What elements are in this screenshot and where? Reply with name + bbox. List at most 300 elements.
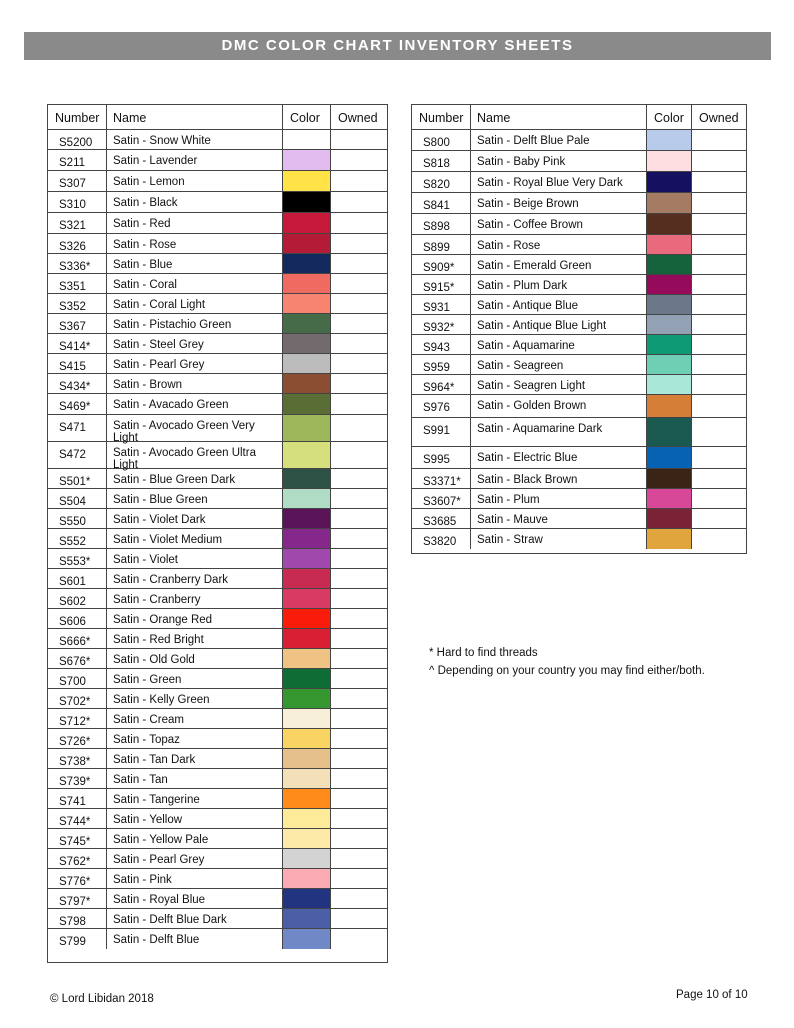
table-row [48,789,387,809]
color-swatch [282,274,330,293]
table-row [412,172,746,193]
owned-checkbox[interactable] [691,172,746,192]
header-color: Color [290,111,320,125]
thread-number: S5200 [59,137,93,149]
thread-name: Satin - Violet [106,549,282,568]
thread-name: Satin - Yellow [106,809,282,828]
table-row [48,829,387,849]
table-row [48,629,387,649]
color-swatch [282,669,330,688]
thread-number: S712* [59,716,91,728]
thread-number: S959 [423,362,450,374]
table-row [48,929,387,949]
footer-page-number: Page 10 of 10 [676,989,748,1001]
owned-checkbox[interactable] [330,354,387,373]
color-swatch [646,529,691,549]
table-row [412,418,746,447]
thread-number: S964* [423,382,455,394]
color-swatch [282,469,330,488]
thread-name: Satin - Blue Green Dark [106,469,282,488]
thread-name: Satin - Orange Red [106,609,282,628]
owned-checkbox[interactable] [330,689,387,708]
color-swatch [282,294,330,313]
table-row [48,415,387,442]
thread-number: S434* [59,381,91,393]
table-row [48,909,387,929]
color-swatch [646,447,691,468]
color-swatch [646,509,691,528]
owned-checkbox[interactable] [330,171,387,191]
color-swatch [282,929,330,949]
thread-name: Satin - Delft Blue Dark [106,909,282,928]
owned-checkbox[interactable] [330,609,387,628]
table-row [48,294,387,314]
color-swatch [646,151,691,171]
owned-checkbox[interactable] [330,294,387,313]
table-row [48,709,387,729]
header-number: Number [55,111,100,125]
owned-checkbox[interactable] [691,315,746,334]
footer-copyright: © Lord Libidan 2018 [50,993,154,1005]
thread-number: S211 [59,157,86,169]
page-title: DMC COLOR CHART INVENTORY SHEETS [24,32,771,60]
color-swatch [646,355,691,374]
thread-name: Satin - Tan [106,769,282,788]
thread-name: Satin - Green [106,669,282,688]
thread-number: S915* [423,282,455,294]
owned-checkbox[interactable] [330,394,387,414]
thread-name: Satin - Red Bright [106,629,282,648]
thread-number: S367 [59,321,86,333]
owned-checkbox[interactable] [330,729,387,748]
color-swatch [282,829,330,848]
table-row [48,549,387,569]
color-swatch [282,314,330,333]
owned-checkbox[interactable] [330,314,387,333]
thread-number: S321 [59,220,86,232]
note-country: ^ Depending on your country you may find either/both. [429,665,705,677]
notes [429,644,705,680]
color-swatch [646,193,691,213]
owned-checkbox[interactable] [330,334,387,353]
owned-checkbox[interactable] [691,235,746,254]
thread-name: Satin - Aquamarine Dark [470,418,646,446]
color-swatch [282,334,330,353]
color-swatch [646,214,691,234]
thread-name: Satin - Plum Dark [470,275,646,294]
color-swatch [282,234,330,253]
table-row [412,395,746,418]
color-swatch [282,769,330,788]
thread-number: S762* [59,856,91,868]
thread-number: S841 [423,200,450,212]
owned-checkbox[interactable] [691,255,746,274]
thread-number: S932* [423,322,455,334]
thread-number: S931 [423,302,450,314]
color-swatch [282,569,330,588]
color-swatch [282,589,330,608]
thread-number: S818 [423,158,450,170]
owned-checkbox[interactable] [330,234,387,253]
table-row [412,214,746,235]
thread-number: S776* [59,876,91,888]
table-row [48,314,387,334]
owned-checkbox[interactable] [330,909,387,928]
owned-checkbox[interactable] [330,254,387,273]
owned-checkbox[interactable] [330,150,387,170]
owned-checkbox[interactable] [691,214,746,234]
owned-checkbox[interactable] [691,375,746,394]
thread-number: S504 [59,496,86,508]
thread-name: Satin - Brown [106,374,282,393]
color-swatch [282,789,330,808]
thread-name: Satin - Old Gold [106,649,282,668]
color-swatch [282,729,330,748]
thread-name: Satin - Blue [106,254,282,273]
owned-checkbox[interactable] [330,509,387,528]
thread-name: Satin - Snow White [106,130,282,149]
thread-number: S3685 [423,516,457,528]
owned-checkbox[interactable] [330,130,387,149]
thread-name: Satin - Golden Brown [470,395,646,417]
header-divider [330,105,331,129]
thread-number: S326 [59,241,86,253]
thread-name: Satin - Baby Pink [470,151,646,171]
thread-name: Satin - Pearl Grey [106,849,282,868]
color-swatch [282,709,330,728]
thread-number: S414* [59,341,91,353]
table-row [48,849,387,869]
owned-checkbox[interactable] [330,789,387,808]
table-row [48,150,387,171]
thread-name: Satin - Red [106,213,282,233]
thread-name: Satin - Coral Light [106,294,282,313]
thread-name: Satin - Topaz [106,729,282,748]
owned-checkbox[interactable] [691,335,746,354]
color-swatch [282,192,330,212]
thread-name: Satin - Lavender [106,150,282,170]
owned-checkbox[interactable] [330,442,387,468]
color-swatch [282,150,330,170]
thread-name: Satin - Cranberry Dark [106,569,282,588]
table-row [48,609,387,629]
thread-number: S899 [423,242,450,254]
owned-checkbox[interactable] [691,489,746,508]
thread-number: S943 [423,342,450,354]
table-row [48,489,387,509]
thread-name: Satin - Cranberry [106,589,282,608]
table-row [48,529,387,549]
table-row [412,447,746,469]
color-swatch [646,235,691,254]
thread-number: S552 [59,536,86,548]
owned-checkbox[interactable] [330,549,387,568]
thread-name: Satin - Pearl Grey [106,354,282,373]
table-row [412,130,746,151]
color-table-right [411,104,747,554]
color-swatch [282,213,330,233]
thread-number: S741 [59,796,86,808]
thread-number: S469* [59,401,91,413]
thread-number: S550 [59,516,86,528]
thread-number: S307 [59,178,86,190]
thread-name: Satin - Coral [106,274,282,293]
thread-number: S909* [423,262,455,274]
owned-checkbox[interactable] [330,569,387,588]
table-row [412,529,746,549]
thread-name: Satin - Tangerine [106,789,282,808]
thread-name: Satin - Violet Medium [106,529,282,548]
thread-number: S799 [59,936,86,948]
thread-number: S3607* [423,496,461,508]
thread-name: Satin - Violet Dark [106,509,282,528]
thread-number: S3820 [423,536,457,548]
owned-checkbox[interactable] [330,489,387,508]
color-swatch [282,909,330,928]
thread-name: Satin - Seagren Light [470,375,646,394]
header-color: Color [654,111,684,125]
table-row [412,193,746,214]
table-row [48,669,387,689]
table-row [48,469,387,489]
table-row [48,809,387,829]
thread-number: S726* [59,736,91,748]
thread-name: Satin - Mauve [470,509,646,528]
color-swatch [646,275,691,294]
owned-checkbox[interactable] [330,809,387,828]
color-swatch [282,529,330,548]
thread-number: S553* [59,556,91,568]
thread-name: Satin - Steel Grey [106,334,282,353]
table-row [412,151,746,172]
thread-name: Satin - Pistachio Green [106,314,282,333]
thread-number: S471 [59,422,86,434]
color-swatch [282,549,330,568]
owned-checkbox[interactable] [330,869,387,888]
thread-number: S472 [59,449,86,461]
color-swatch [646,335,691,354]
table-row [48,509,387,529]
thread-number: S666* [59,636,91,648]
owned-checkbox[interactable] [330,929,387,949]
table-header [48,105,387,130]
owned-checkbox[interactable] [691,395,746,417]
owned-checkbox[interactable] [330,213,387,233]
owned-checkbox[interactable] [330,669,387,688]
thread-number: S676* [59,656,91,668]
note-hard-to-find: * Hard to find threads [429,647,538,659]
owned-checkbox[interactable] [691,355,746,374]
thread-name: Satin - Antique Blue Light [470,315,646,334]
color-swatch [646,418,691,446]
color-swatch [646,489,691,508]
color-swatch [282,749,330,768]
thread-number: S995 [423,454,450,466]
table-row [48,394,387,415]
thread-name: Satin - Rose [470,235,646,254]
owned-checkbox[interactable] [691,509,746,528]
color-swatch [282,649,330,668]
color-swatch [282,415,330,441]
thread-number: S336* [59,261,91,273]
thread-number: S606 [59,616,86,628]
thread-name: Satin - Electric Blue [470,447,646,468]
thread-number: S798 [59,916,86,928]
thread-name: Satin - Blue Green [106,489,282,508]
table-row [412,255,746,275]
table-row [48,689,387,709]
thread-name: Satin - Black Brown [470,469,646,488]
thread-number: S3371* [423,476,461,488]
thread-name: Satin - Avacado Green [106,394,282,414]
thread-name: Satin - Yellow Pale [106,829,282,848]
table-row [48,869,387,889]
owned-checkbox[interactable] [691,295,746,314]
table-row [412,275,746,295]
owned-checkbox[interactable] [691,275,746,294]
thread-name: Satin - Plum [470,489,646,508]
thread-name: Satin - Black [106,192,282,212]
owned-checkbox[interactable] [691,151,746,171]
owned-checkbox[interactable] [330,415,387,441]
table-row [48,649,387,669]
table-row [48,192,387,213]
color-table-left [47,104,388,963]
color-swatch [646,375,691,394]
color-swatch [646,130,691,150]
owned-checkbox[interactable] [330,629,387,648]
thread-name: Satin - Beige Brown [470,193,646,213]
color-swatch [282,689,330,708]
thread-name: Satin - Lemon [106,171,282,191]
table-row [48,274,387,294]
table-row [48,334,387,354]
thread-name: Satin - Avocado Green Very Light [106,415,282,441]
thread-name: Satin - Antique Blue [470,295,646,314]
color-swatch [282,130,330,149]
header-name: Name [113,111,147,125]
color-swatch [282,609,330,628]
table-row [412,235,746,255]
owned-checkbox[interactable] [330,529,387,548]
color-swatch [282,809,330,828]
thread-number: S800 [423,137,450,149]
header-divider [470,105,471,129]
thread-number: S352 [59,301,86,313]
thread-name: Satin - Royal Blue [106,889,282,908]
owned-checkbox[interactable] [330,589,387,608]
color-swatch [646,255,691,274]
color-swatch [646,315,691,334]
header-divider [106,105,107,129]
table-row [412,355,746,375]
color-swatch [646,172,691,192]
color-swatch [282,374,330,393]
thread-name: Satin - Cream [106,709,282,728]
color-swatch [646,469,691,488]
thread-number: S601 [59,576,86,588]
thread-name: Satin - Delft Blue Pale [470,130,646,150]
table-header [412,105,746,130]
header-name: Name [477,111,511,125]
owned-checkbox[interactable] [330,709,387,728]
color-swatch [282,354,330,373]
owned-checkbox[interactable] [330,374,387,393]
owned-checkbox[interactable] [691,447,746,468]
table-row [412,469,746,489]
thread-name: Satin - Kelly Green [106,689,282,708]
color-swatch [282,171,330,191]
table-row [412,315,746,335]
table-row [48,374,387,394]
thread-number: S501* [59,476,91,488]
header-number: Number [419,111,464,125]
thread-number: S310 [59,199,86,211]
table-row [48,234,387,254]
table-row [412,489,746,509]
owned-checkbox[interactable] [691,529,746,549]
color-swatch [646,295,691,314]
header-divider [691,105,692,129]
color-swatch [282,254,330,273]
thread-name: Satin - Tan Dark [106,749,282,768]
table-row [412,295,746,315]
owned-checkbox[interactable] [691,418,746,446]
color-swatch [282,629,330,648]
thread-name: Satin - Seagreen [470,355,646,374]
owned-checkbox[interactable] [330,769,387,788]
table-row [48,729,387,749]
header-divider [646,105,647,129]
owned-checkbox[interactable] [330,849,387,868]
owned-checkbox[interactable] [330,829,387,848]
thread-number: S602 [59,596,86,608]
thread-name: Satin - Delft Blue [106,929,282,949]
table-row [48,769,387,789]
table-row [48,889,387,909]
table-row [48,130,387,150]
thread-number: S797* [59,896,91,908]
owned-checkbox[interactable] [330,749,387,768]
owned-checkbox[interactable] [691,130,746,150]
table-row [48,589,387,609]
thread-number: S739* [59,776,91,788]
owned-checkbox[interactable] [691,469,746,488]
thread-number: S415 [59,361,86,373]
thread-name: Satin - Emerald Green [470,255,646,274]
color-swatch [646,395,691,417]
color-swatch [282,489,330,508]
table-row [48,442,387,469]
thread-number: S702* [59,696,91,708]
color-swatch [282,869,330,888]
table-row [48,213,387,234]
thread-name: Satin - Straw [470,529,646,549]
thread-number: S820 [423,179,450,191]
owned-checkbox[interactable] [330,469,387,488]
table-row [48,569,387,589]
owned-checkbox[interactable] [330,649,387,668]
table-row [412,509,746,529]
header-divider [282,105,283,129]
owned-checkbox[interactable] [330,192,387,212]
header-owned: Owned [338,111,378,125]
owned-checkbox[interactable] [330,889,387,908]
owned-checkbox[interactable] [330,274,387,293]
owned-checkbox[interactable] [691,193,746,213]
table-row [412,375,746,395]
table-row [48,254,387,274]
